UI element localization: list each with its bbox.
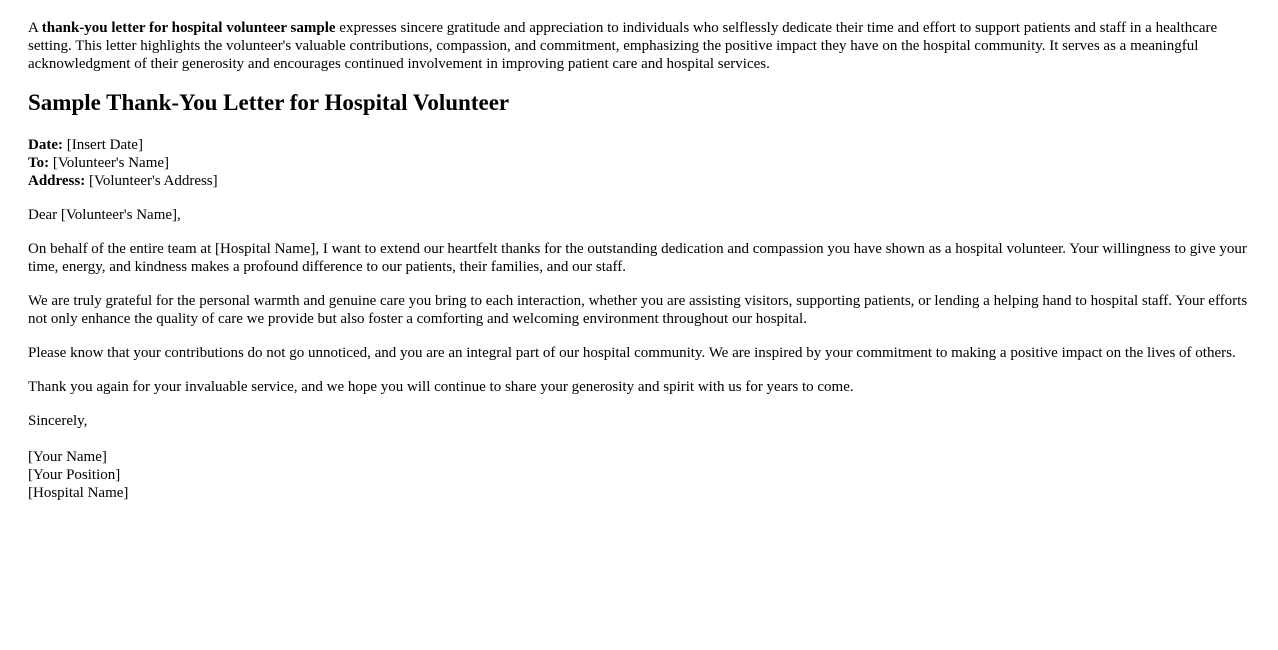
signature-block [28,448,1250,502]
closing: Sincerely, [28,413,88,429]
address-line [28,172,1250,190]
body-paragraph-3: Please know that your contributions do not go unnoticed, and you are an integral part of our hospital community. We are inspired by your commitment to making a positive impact on the lives of others. [28,345,1236,361]
address-label: Address: [28,173,86,189]
address-value: [Volunteer's Address] [85,173,218,189]
body-paragraph-1: On behalf of the entire team at [Hospital Name], I want to extend our heartfelt thanks for the outstanding dedication and compassion you have shown as a hospital volunteer. Your willingness to give your time, energy, and kindness makes a profound difference to our patients, their families, and our staff. [28,241,1247,275]
intro-prefix: A [28,20,42,36]
signature-hospital: [Hospital Name] [28,485,129,501]
body-paragraph-4: Thank you again for your invaluable service, and we hope you will continue to share your generosity and spirit with us for years to come. [28,379,854,395]
to-value: [Volunteer's Name] [49,155,170,171]
letter-heading: Sample Thank-You Letter for Hospital Volunteer [28,90,510,115]
intro-rest: expresses sincere gratitude and appreciation to individuals who selflessly dedicate their time and effort to support patients and staff in a healthcare setting. This letter highlights the volunteer's valuable contributions, compassion, and commitment, emphasizing the positive impact they have on the hospital community. It serves as a meaningful acknowledgment of their generosity and encourages continued involvement in improving patient care and hospital services. [28,20,1218,72]
date-value: [Insert Date] [62,137,143,153]
to-label: To: [28,155,50,171]
intro-paragraph [28,19,1250,73]
intro-bold-phrase: thank-you letter for hospital volunteer sample [41,20,336,36]
signature-name: [Your Name] [28,449,107,465]
signature-position: [Your Position] [28,467,121,483]
to-line [28,154,1250,172]
salutation: Dear [Volunteer's Name], [28,207,181,223]
date-label: Date: [28,137,63,153]
body-paragraph-2: We are truly grateful for the personal warmth and genuine care you bring to each interaction, whether you are assisting visitors, supporting patients, or lending a helping hand to hospital staff. Your efforts not only enhance the quality of care we provide but also foster a comforting and welcoming environment throughout our hospital. [28,293,1248,327]
date-line [28,136,1250,154]
letter-meta [28,136,1250,190]
